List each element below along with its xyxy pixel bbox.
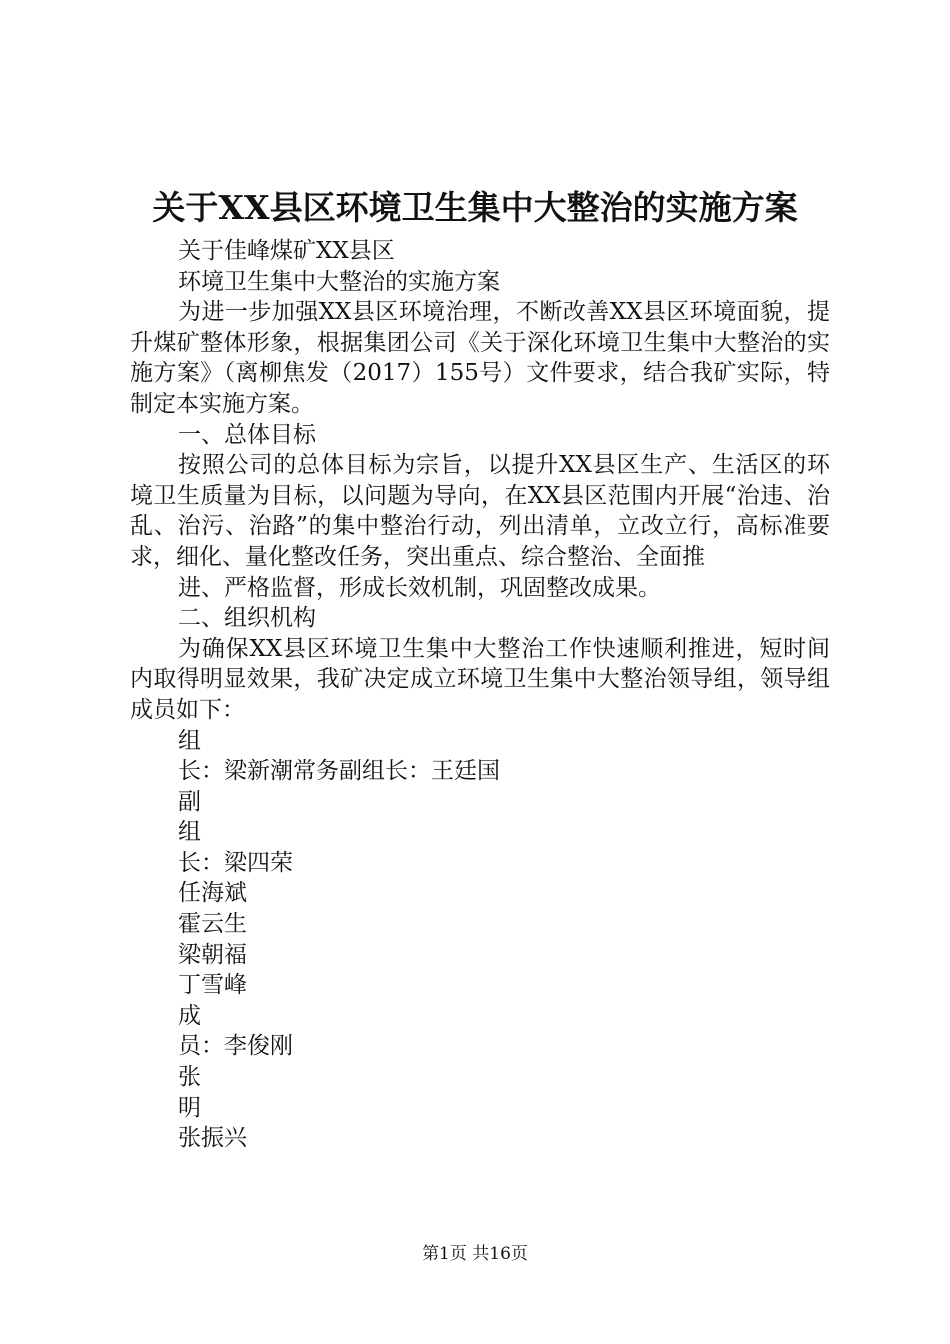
list-item: 梁朝福 (178, 941, 247, 968)
list-item: 员：李俊刚 (178, 1033, 293, 1060)
list-item: 副 (178, 788, 201, 815)
list-item: 明 (178, 1094, 201, 1121)
section-heading: 一、总体目标 (178, 421, 316, 448)
list-item: 霍云生 (178, 911, 247, 938)
list-item: 组 (178, 727, 201, 754)
list-item: 长：梁四荣 (178, 849, 293, 876)
list-item: 成 (178, 1002, 201, 1029)
document-body (130, 236, 830, 1154)
page-footer: 第1页 共16页 (422, 1244, 528, 1264)
paragraph: 环境卫生集中大整治的实施方案 (178, 268, 500, 295)
list-item: 组 (178, 819, 201, 846)
list-item: 丁雪峰 (178, 972, 247, 999)
list-item: 任海斌 (178, 880, 247, 907)
paragraph: 进、严格监督，形成长效机制，巩固整改成果。 (178, 574, 661, 601)
list-item: 张 (178, 1064, 201, 1091)
section-heading: 二、组织机构 (178, 605, 316, 632)
paragraph: 关于佳峰煤矿XX县区 (178, 238, 395, 264)
list-item: 张振兴 (178, 1125, 247, 1152)
document-title: 关于XX县区环境卫生集中大整治的实施方案 (152, 188, 798, 227)
list-item: 长：梁新潮常务副组长：王廷国 (178, 758, 500, 785)
paragraph: 为进一步加强XX县区环境治理，不断改善XX县区环境面貌，提升煤矿整体形象，根据集团公司《关于深化环境卫生集中大整治的实施方案》（离柳焦发（2017）155号）文件要求，结合我矿实际，特制定本实施方案。 (130, 299, 830, 417)
paragraph: 按照公司的总体目标为宗旨，以提升XX县区生产、生活区的环境卫生质量为目标，以问题为导向，在XX县区范围内开展“治违、治乱、治污、治路”的集中整治行动，列出清单，立改立行，高标准要求，细化、量化整改任务，突出重点、综合整治、全面推 (130, 452, 830, 570)
paragraph: 为确保XX县区环境卫生集中大整治工作快速顺利推进，短时间内取得明显效果，我矿决定成立环境卫生集中大整治领导组，领导组成员如下： (130, 635, 830, 723)
